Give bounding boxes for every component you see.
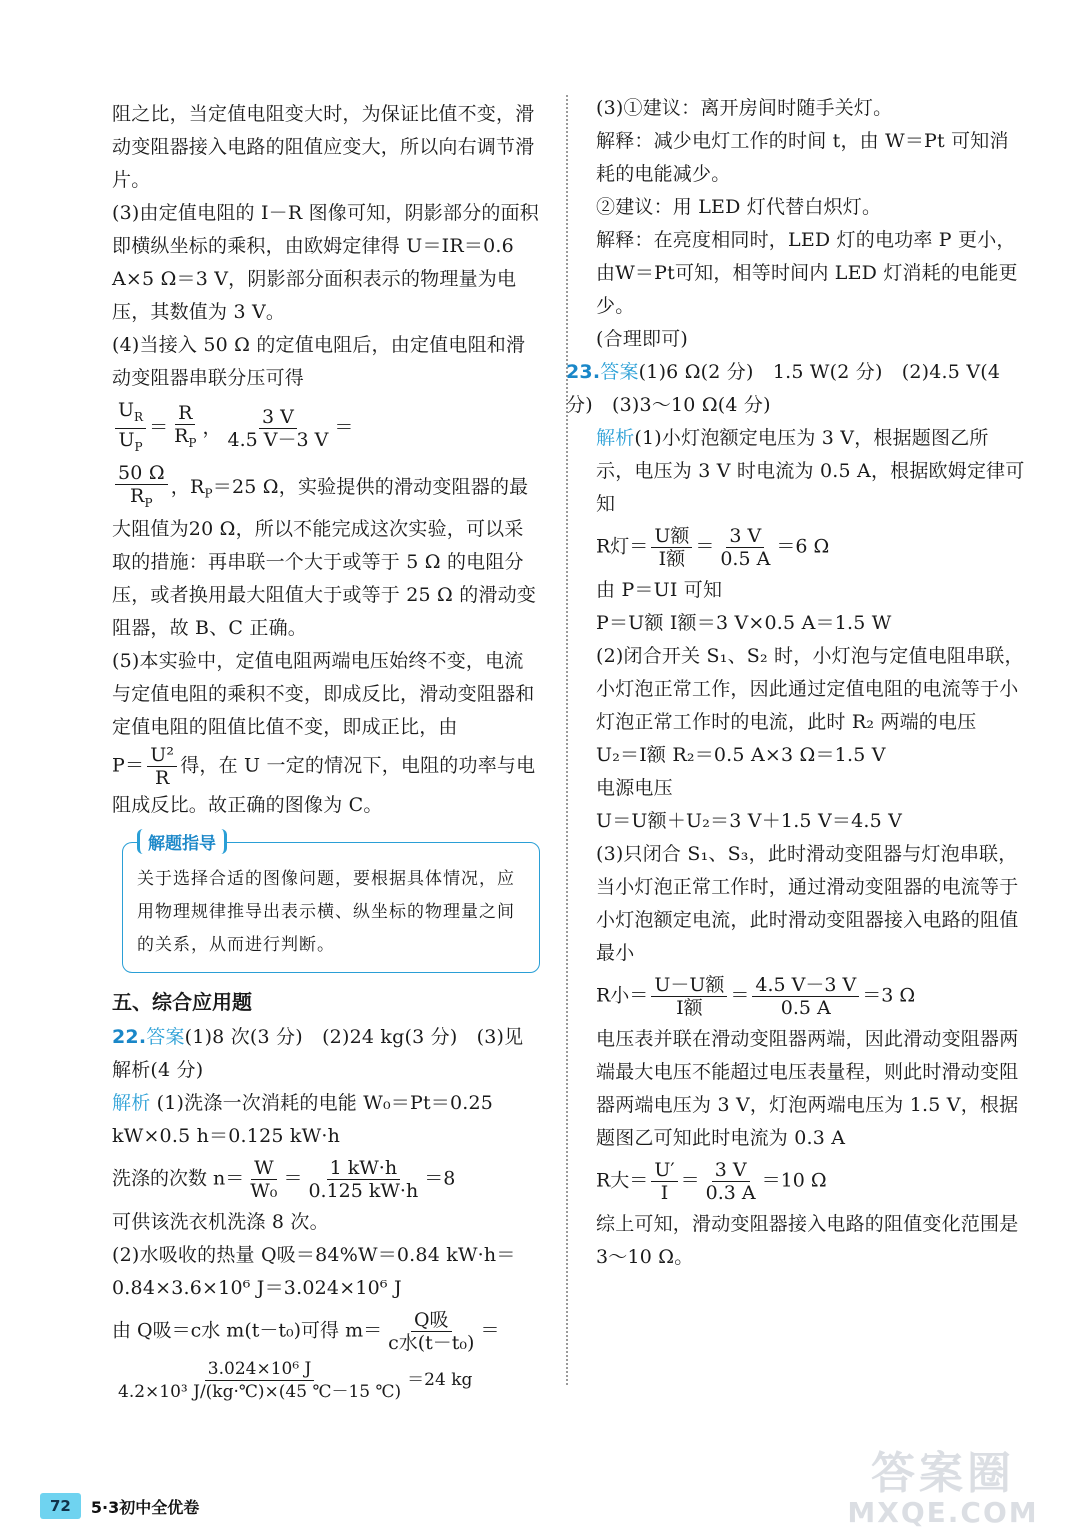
ratio-equation: $\frac{U_R}{U_P}$ ＝ $\frac{R}{R_P}$ ， $\frac{3 V}{4.5 V-3 V}$ ＝ bbox=[112, 399, 542, 458]
right-paragraph-4: 解释：在亮度相同时，LED 灯的电功率 P 更小，由W＝Pt可知，相等时间内 LED 灯消耗的电能更少。 bbox=[596, 229, 1018, 317]
fraction-ur-up: $\frac{U_R}{U_P}$ bbox=[115, 399, 146, 458]
q22-exp-4: (2)水吸收的热量 Q吸＝84%W＝0.84 kW·h＝0.84×3.6×10⁶ J＝3.024×10⁶ J bbox=[112, 1244, 516, 1300]
watermark-line-2: MXQE.COM bbox=[847, 1496, 1039, 1529]
q22-mass-equation: 由 Q吸＝c水 m(t－t₀)可得 m＝ $\frac{\text{Q吸}}{\text{c水(t－t₀)}}$ ＝ bbox=[112, 1309, 500, 1355]
right-paragraph-8: 由 P＝UI 可知 bbox=[596, 579, 723, 601]
q23-answer-label: 答案 bbox=[600, 361, 639, 383]
right-paragraph-12: 电源电压 bbox=[596, 777, 673, 799]
fraction-15v: $\frac{4.5 V-3 V}{0.5 A}$ bbox=[752, 974, 859, 1019]
fraction-u2-r: $\frac{\text{U²}}{R}$ bbox=[147, 744, 177, 789]
r-lamp-equation: R灯＝ $\frac{\text{U额}}{\text{I额}}$ ＝ $\frac{3 V}{0.5 A}$ ＝6 Ω bbox=[596, 525, 830, 570]
fraction-kwh: $\frac{1 kW\cdot h}{0.125 kW\cdot h}$ bbox=[308, 1157, 419, 1203]
fraction-q-c: $\frac{\text{Q吸}}{\text{c水(t－t₀)}}$ bbox=[388, 1309, 475, 1355]
right-paragraph-2: 解释：减少电灯工作的时间 t，由 W＝Pt 可知消耗的电能减少。 bbox=[596, 130, 1009, 185]
fraction-3v: $\frac{3 V}{4.5 V-3 V}$ bbox=[227, 405, 329, 451]
q22-exp-1: 解析 (1)洗涤一次消耗的电能 W₀＝Pt＝0.25 kW×0.5 h＝0.125 kW·h bbox=[112, 1092, 494, 1148]
right-paragraph-1: (3)①建议：离开房间时随手关灯。 bbox=[596, 97, 893, 119]
brand-label: 5·3初中全优卷 bbox=[90, 1497, 200, 1517]
q23-exp-label: 解析 bbox=[596, 427, 635, 449]
fraction-50-rp: $\frac{50 \Omega}{R_P}$ bbox=[115, 462, 168, 514]
fraction-3v-05a: $\frac{3 V}{0.5 A}$ bbox=[720, 525, 771, 570]
watermark bbox=[828, 1450, 1058, 1532]
right-paragraph-9: P＝U额 I额＝3 V×0.5 A＝1.5 W bbox=[596, 612, 892, 634]
left-paragraph-3a: (4)当接入 50 Ω 的定值电阻后，由定值电阻和滑动变阻器串联分压可得 bbox=[112, 334, 526, 389]
watermark-line-1: 答案圈 bbox=[871, 1448, 1015, 1499]
fraction-mass: $\frac{\text{3.024×10⁶ J}}{\text{4.2×10³ J/(kg·℃)×(45 ℃－15 ℃)}}$ bbox=[118, 1359, 402, 1403]
column-divider bbox=[566, 95, 568, 1385]
fraction-uprime-i: $\frac{U'}{I}$ bbox=[651, 1159, 677, 1204]
r-min-equation: R小＝ $\frac{\text{U－U额}}{\text{I额}}$ ＝ $\frac{4.5 V-3 V}{0.5 A}$ ＝3 Ω bbox=[596, 974, 916, 1019]
left-paragraph-3c: $\frac{50 \Omega}{R_P}$ ，$R_P=25$ Ω，实验提供的滑动变阻器的最大阻值为20 Ω，所以不能完成这次实验，可以采取的措施：再串联一个大于或等于 5 Ω 的电阻分压，或者换用最大阻值大于或等于 25 Ω 的滑动变阻器，故 B、C 正确。 bbox=[112, 461, 537, 640]
q23-number: 23. bbox=[566, 361, 601, 383]
right-paragraph-18: 综上可知，滑动变阻器接入电路的阻值变化范围是 3～10 Ω。 bbox=[596, 1213, 1019, 1268]
guide-text: 关于选择合适的图像问题，要根据具体情况，应用物理规律推导出表示横、纵坐标的物理量之间的关系，从而进行判断。 bbox=[137, 869, 515, 956]
q22-answer: 22.答案(1)8 次(3 分) (2)24 kg(3 分) (3)见解析(4 分) bbox=[112, 1026, 524, 1082]
guide-title: 解题指导 bbox=[137, 829, 227, 854]
q22-exp-3: 可供该洗衣机洗涤 8 次。 bbox=[112, 1211, 329, 1234]
fraction-3v-03a: $\frac{3 V}{0.3 A}$ bbox=[705, 1159, 756, 1204]
left-paragraph-2: (3)由定值电阻的 I－R 图像可知，阴影部分的面积即横纵坐标的乘积，由欧姆定律得 U＝IR＝0.6 A×5 Ω＝3 V，阴影部分面积表示的物理量为电压，其数值为 3 V。 bbox=[112, 202, 540, 323]
q22-answer-label: 答案 bbox=[146, 1026, 185, 1049]
q23-answer: 23.答案(1)6 Ω(2 分) 1.5 W(2 分) (2)4.5 V(4 分) (3)3～10 Ω(4 分) bbox=[566, 361, 1001, 416]
fraction-r-rp: $\frac{R}{R_P}$ bbox=[174, 402, 197, 451]
right-paragraph-3: ②建议：用 LED 灯代替白炽灯。 bbox=[596, 196, 882, 218]
q22-exp-label: 解析 bbox=[112, 1092, 151, 1115]
page-footer bbox=[40, 1493, 199, 1519]
right-paragraph-16: 电压表并联在滑动变阻器两端，因此滑动变阻器两端最大电压不能超过电压表量程，则此时滑动变阻器两端电压为 3 V，灯泡两端电压为 1.5 V，根据题图乙可知此时电流为 0.3 A bbox=[596, 1028, 1019, 1149]
left-column bbox=[112, 98, 542, 1407]
r-max-equation: R大＝ $\frac{U'}{I}$ ＝ $\frac{3 V}{0.3 A}$ ＝10 Ω bbox=[596, 1159, 827, 1204]
right-paragraph-11: U₂＝I额 R₂＝0.5 A×3 Ω＝1.5 V bbox=[596, 744, 886, 766]
left-paragraph-4: (5)本实验中，定值电阻两端电压始终不变，电流与定值电阻的乘积不变，即成反比，滑动变阻器和定值电阻的阻值比值不变，即成正比，由 bbox=[112, 650, 535, 739]
left-paragraph-1: 阻之比，当定值电阻变大时，为保证比值不变，滑动变阻器接入电路的阻值应变大，所以向右调节滑片。 bbox=[112, 103, 535, 191]
right-paragraph-14: (3)只闭合 S₁、S₃，此时滑动变阻器与灯泡串联，当小灯泡正常工作时，通过滑动变阻器的电流等于小灯泡额定电流，此时滑动变阻器接入电路的阻值最小 bbox=[596, 843, 1019, 964]
q22-count-equation: 洗涤的次数 n＝ $\frac{W}{\text{W₀}}$ ＝ $\frac{1 kW\cdot h}{0.125 kW\cdot h}$ ＝8 bbox=[112, 1157, 456, 1203]
fraction-u-minus: $\frac{\text{U－U额}}{\text{I额}}$ bbox=[651, 974, 727, 1019]
q23-exp-1: 解析(1)小灯泡额定电压为 3 V，根据题图乙所示，电压为 3 V 时电流为 0.5 A，根据欧姆定律可知 bbox=[596, 427, 1025, 515]
right-column bbox=[566, 92, 1026, 1274]
right-paragraph-5: (合理即可) bbox=[596, 328, 689, 350]
page-number: 72 bbox=[40, 1493, 81, 1519]
q22-number: 22. bbox=[112, 1026, 147, 1049]
q22-mass-result: $\frac{\text{3.024×10⁶ J}}{\text{4.2×10³ J/(kg·℃)×(45 ℃－15 ℃)}}$ ＝24 kg bbox=[112, 1358, 542, 1403]
right-paragraph-13: U＝U额＋U₂＝3 V＋1.5 V＝4.5 V bbox=[596, 810, 903, 832]
fraction-u-i: $\frac{\text{U额}}{\text{I额}}$ bbox=[651, 525, 692, 570]
guide-box bbox=[122, 834, 540, 973]
fraction-w-w0: $\frac{W}{\text{W₀}}$ bbox=[250, 1157, 278, 1203]
section-title: 五、综合应用题 bbox=[112, 990, 252, 1015]
right-paragraph-10: (2)闭合开关 S₁、S₂ 时，小灯泡与定值电阻串联，小灯泡正常工作，因此通过定值电阻的电流等于小灯泡正常工作时的电流，此时 R₂ 两端的电压 bbox=[596, 645, 1024, 733]
left-paragraph-5: P＝ $\frac{\text{U²}}{R}$ 得，在 U 一定的情况下，电阻的功率与电阻成反比。故正确的图像为 C。 bbox=[112, 744, 536, 817]
